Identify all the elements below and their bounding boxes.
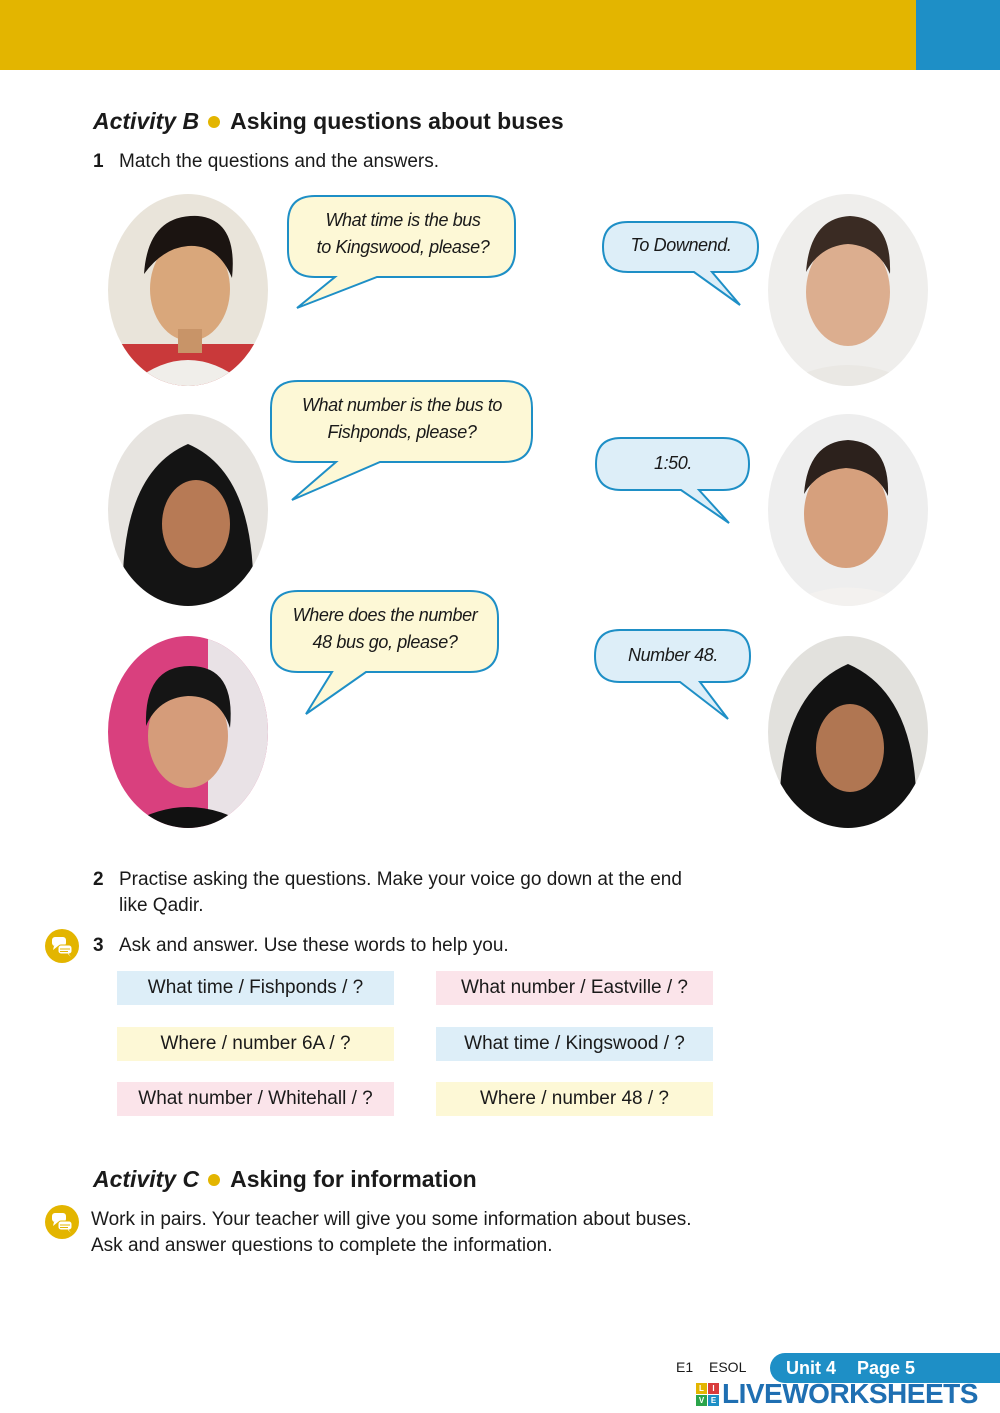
activity-b-title: Asking questions about buses — [230, 108, 564, 134]
question-2-line-1: What number is the bus to — [301, 395, 503, 415]
liveworksheets-logo — [696, 1378, 978, 1410]
step-1-instruction — [93, 149, 439, 175]
answer-1-text: To Downend. — [630, 235, 732, 255]
face-photo-man-dark-hair-left — [108, 636, 268, 828]
activity-c-label: Activity C — [93, 1166, 200, 1192]
question-1-text — [290, 207, 516, 261]
activity-c-title: Asking for information — [230, 1166, 477, 1192]
word-box: What time / Fishponds / ? — [117, 971, 394, 1005]
logo-letter: I — [708, 1383, 719, 1394]
face-photo-young-man-left — [108, 194, 268, 386]
footer-unit: Unit 4 — [786, 1358, 837, 1378]
step-2-line-2: like Qadir. — [119, 895, 204, 916]
activity-c-line-2: Ask and answer questions to complete the information. — [91, 1235, 553, 1256]
face-photo-man-smiling-right — [768, 194, 928, 386]
activity-c-line-1: Work in pairs. Your teacher will give you some information about buses. — [91, 1209, 692, 1230]
question-2-text — [272, 392, 532, 446]
bullet-dot-icon — [208, 116, 220, 128]
question-3-text — [272, 602, 498, 656]
logo-letter: V — [696, 1395, 707, 1406]
word-box: What time / Kingswood / ? — [436, 1027, 713, 1061]
header-bar-blue — [916, 0, 1000, 70]
question-2-line-2: Fishponds, please? — [327, 422, 477, 442]
step-number: 3 — [93, 935, 104, 956]
step-2-line-1: Practise asking the questions. Make your voice go down at the end — [119, 869, 682, 890]
logo-letter: L — [696, 1383, 707, 1394]
footer-page: Page 5 — [857, 1358, 916, 1378]
answer-2-text: 1:50. — [653, 453, 693, 473]
face-photo-woman-hijab-right — [768, 636, 928, 828]
activity-b-heading — [93, 108, 564, 135]
logo-text: LIVEWORKSHEETS — [722, 1378, 978, 1409]
step-number: 2 — [93, 869, 104, 890]
answer-3-text: Number 48. — [627, 645, 719, 665]
question-3-line-2: 48 bus go, please? — [312, 632, 458, 652]
activity-b-label: Activity B — [93, 108, 200, 134]
step-3-text: Ask and answer. Use these words to help you. — [119, 935, 509, 956]
question-1-line-1: What time is the bus — [325, 210, 481, 230]
header-bar-yellow — [0, 0, 916, 70]
word-box: Where / number 48 / ? — [436, 1082, 713, 1116]
word-box: What number / Whitehall / ? — [117, 1082, 394, 1116]
bullet-dot-icon — [208, 1174, 220, 1186]
footer-level: E1 — [676, 1359, 694, 1375]
activity-c-instruction — [91, 1207, 791, 1259]
activity-c-heading — [93, 1166, 477, 1193]
face-photo-woman-hijab-left — [108, 414, 268, 606]
word-box: What number / Eastville / ? — [436, 971, 713, 1005]
step-text: Match the questions and the answers. — [119, 151, 440, 172]
question-1-line-2: to Kingswood, please? — [316, 237, 490, 257]
question-3-line-1: Where does the number — [292, 605, 478, 625]
step-number: 1 — [93, 151, 104, 172]
pair-work-icon — [44, 1204, 80, 1240]
pair-work-icon — [44, 928, 80, 964]
logo-squares — [696, 1383, 719, 1406]
step-3-instruction — [93, 933, 509, 959]
step-2-instruction — [93, 867, 773, 919]
logo-letter: E — [708, 1395, 719, 1406]
face-photo-young-man-right — [768, 414, 928, 606]
footer-subject: ESOL — [709, 1359, 747, 1375]
word-box: Where / number 6A / ? — [117, 1027, 394, 1061]
